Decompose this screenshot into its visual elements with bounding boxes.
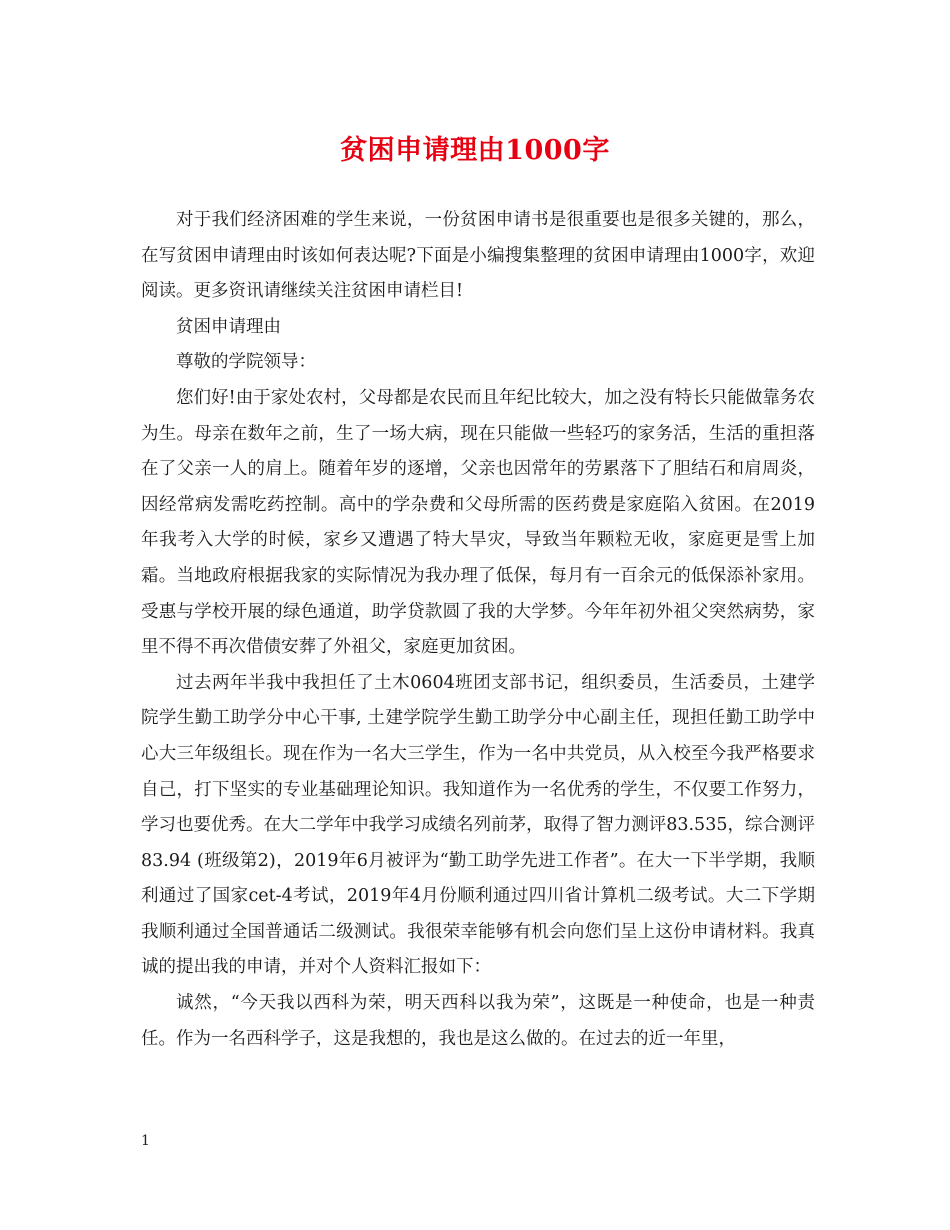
document-body: [141, 203, 815, 1057]
body-paragraph: 过去两年半我中我担任了土木0604班团支部书记，组织委员，生活委员，土建学院学生勤工助学分中心干事, 土建学院学生勤工助学分中心副主任，现担任勤工助学中心大三年级组长。现在作为一名大三学生，作为一名中共党员，从入校至今我严格要求自己，打下坚实的专业基础理论知识。我知道作为一名优秀的学生，不仅要工作努力，学习也要优秀。在大二学年中我学习成绩名列前茅，取得了智力测评83.535，综合测评83.94 (班级第2)，2019年6月被评为“勤工助学先进工作者”。在大一下半学期，我顺利通过了国家cet-4考试，2019年4月份顺利通过四川省计算机二级考试。大二下学期我顺利通过全国普通话二级测试。我很荣幸能够有机会向您们呈上这份申请材料。我真诚的提出我的申请，并对个人资料汇报如下：: [141, 672, 815, 978]
body-paragraph: 诚然，“今天我以西科为荣，明天西科以我为荣”，这既是一种使命，也是一种责任。作为一名西科学子，这是我想的，我也是这么做的。在过去的近一年里，: [141, 993, 815, 1049]
section-heading: 贫困申请理由: [176, 316, 281, 337]
document-title: 贫困申请理由1000字: [340, 135, 610, 166]
body-paragraph: 您们好!由于家处农村，父母都是农民而且年纪比较大，加之没有特长只能做靠务农为生。母亲在数年之前，生了一场大病，现在只能做一些轻巧的家务活，生活的重担落在了父亲一人的肩上。随着年岁的逐增，父亲也因常年的劳累落下了胆结石和肩周炎，因经常病发需吃药控制。高中的学杂费和父母所需的医药费是家庭陷入贫困。在2019年我考入大学的时候，家乡又遭遇了特大旱灾，导致当年颗粒无收，家庭更是雪上加霜。当地政府根据我家的实际情况为我办理了低保，每月有一百余元的低保添补家用。受惠与学校开展的绿色通道，助学贷款圆了我的大学梦。今年年初外祖父突然病势，家里不得不再次借债安葬了外祖父，家庭更加贫困。: [141, 387, 815, 658]
intro-paragraph: 对于我们经济困难的学生来说，一份贫困申请书是很重要也是很多关键的，那么，在写贫困申请理由时该如何表达呢?下面是小编搜集整理的贫困申请理由1000字，欢迎阅读。更多资讯请继续关注贫困申请栏目!: [141, 210, 815, 302]
page-number: 1: [141, 1133, 150, 1149]
salutation: 尊敬的学院领导：: [176, 352, 316, 373]
